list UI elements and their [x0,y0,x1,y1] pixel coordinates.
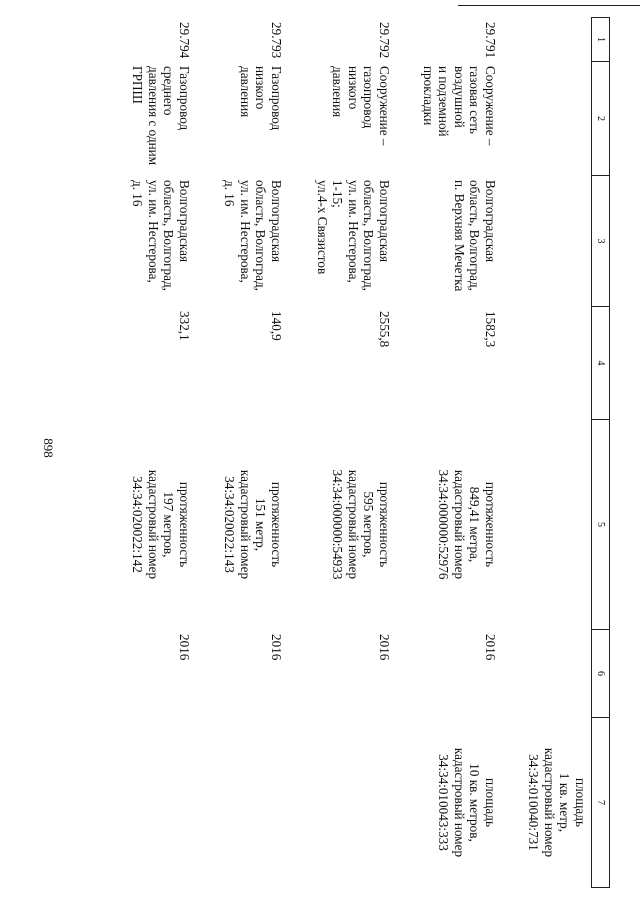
object-address [501,176,592,307]
object-year: 2016 [483,634,498,661]
column-header: 4 [592,307,610,420]
column-header: 6 [592,630,610,718]
land-info: площадь 1 кв. метр, кадастровый номер 34:34:010040:731 [526,747,588,858]
object-description: протяженность 151 метр, кадастровый номер 34:34:020022:143 [222,469,284,580]
object-name: Газопровод среднего давления с одним ГРПШ [130,66,192,166]
object-name [501,62,592,176]
top-rule [458,5,640,6]
object-address: Волгоградская область, Волгоград, ул. им. Нестерова, д. 16 [130,180,192,291]
land-info [195,718,287,888]
object-amount [501,307,592,420]
object-description: протяженность 595 метров, кадастровый номер 34:34:000000:54933 [330,469,392,580]
page-number: 898 [40,438,56,458]
land-info: площадь 10 кв. метров, кадастровый номер 34:34:010043:333 [436,747,498,858]
column-header: 1 [592,18,610,62]
column-header: 3 [592,176,610,307]
row-number: 29.793 [269,22,284,59]
object-year: 2016 [377,634,392,661]
object-amount: 332,1 [177,311,192,341]
object-address: Волгоградская область, Волгоград, ул. им. Нестерова, 1-15; ул.4-х Связистов [315,180,392,291]
table-row [195,18,287,888]
object-year: 2016 [177,634,192,661]
table-row [501,18,592,888]
row-number: 29.791 [483,22,498,59]
column-header: 5 [592,420,610,630]
row-number: 29.794 [177,22,192,59]
object-address: Волгоградская область, Волгоград, п. Верхняя Мечетка [452,180,498,292]
object-year [501,630,592,718]
object-name: Газопровод низкого давления [238,66,284,131]
object-amount: 140,9 [269,311,284,341]
land-info [287,718,395,888]
object-description: протяженность 197 метров, кадастровый номер 34:34:020022:142 [130,469,192,580]
table-row [287,18,395,888]
object-description: протяженность 849,41 метра, кадастровый номер 34:34:000000:52976 [436,469,498,580]
object-address: Волгоградская область, Волгоград, ул. им. Нестерова, д. 16 [222,180,284,291]
table-row [99,18,195,888]
object-amount: 2555,8 [377,311,392,348]
header-row [592,18,610,888]
column-header: 7 [592,718,610,888]
object-name: Сооружение – газовая сеть воздушной и подземной прокладки [421,66,498,146]
column-header: 2 [592,62,610,176]
object-year: 2016 [269,634,284,661]
row-number [501,18,592,62]
table-row [395,18,501,888]
row-number: 29.792 [377,22,392,59]
object-description [501,420,592,630]
property-table [99,17,610,888]
object-amount: 1582,3 [483,311,498,348]
rotated-page [70,17,610,887]
object-name: Сооружение – газопровод низкого давления [330,66,392,146]
land-info [99,718,195,888]
